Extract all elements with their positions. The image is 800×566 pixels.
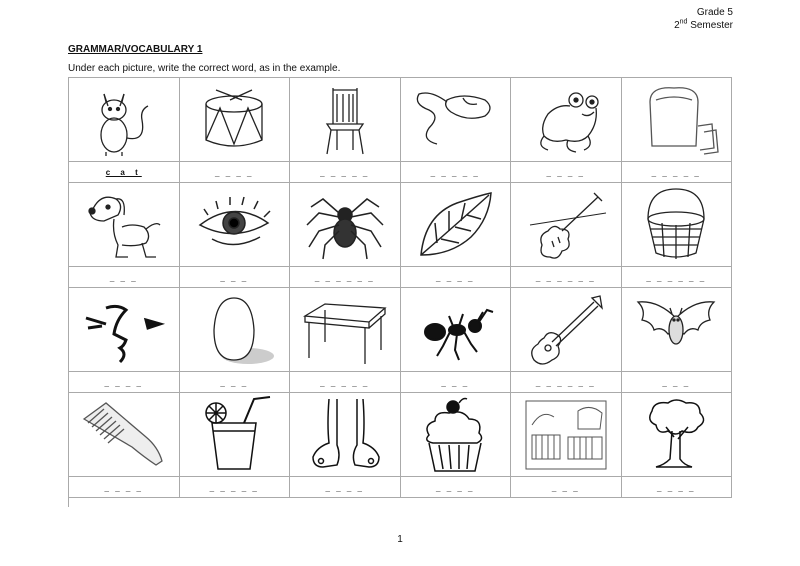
- semester-label: 2nd Semester: [674, 18, 733, 31]
- guitar-icon: [511, 288, 622, 372]
- answer-blank[interactable]: _ _ _ _: [69, 372, 180, 393]
- cake-icon: [401, 393, 512, 477]
- comb-icon: [69, 393, 180, 477]
- answer-blank[interactable]: _ _ _ _ _ _: [622, 267, 733, 288]
- answer-blank[interactable]: _ _ _ _: [401, 267, 512, 288]
- picture-grid: [68, 77, 732, 507]
- answer-blank[interactable]: _ _ _: [180, 372, 291, 393]
- chair-icon: [290, 78, 401, 162]
- answer-blank[interactable]: _ _ _ _ _ _: [290, 267, 401, 288]
- answer-blank[interactable]: _ _ _ _ _: [290, 162, 401, 183]
- mouse-icon: [401, 78, 512, 162]
- grade-label: Grade 5: [696, 7, 733, 18]
- answer-blank[interactable]: _ _ _ _: [622, 477, 733, 498]
- answer-blank[interactable]: _ _ _: [511, 477, 622, 498]
- page-number: 1: [397, 534, 403, 545]
- dog-icon: [69, 183, 180, 267]
- juice-icon: [180, 393, 291, 477]
- bat-icon: [622, 288, 733, 372]
- answer-blank[interactable]: _ _ _ _ _: [401, 162, 512, 183]
- answer-blank[interactable]: _ _ _ _ _: [622, 162, 733, 183]
- bread-icon: [622, 78, 733, 162]
- answer-blank[interactable]: _ _ _ _: [69, 477, 180, 498]
- answer-blank[interactable]: _ _ _ _: [290, 477, 401, 498]
- violin-icon: [511, 183, 622, 267]
- drum-icon: [180, 78, 291, 162]
- answer-blank[interactable]: _ _ _: [622, 372, 733, 393]
- answer-blank[interactable]: _ _ _: [69, 267, 180, 288]
- answer-blank[interactable]: _ _ _: [401, 372, 512, 393]
- zoo-icon: [511, 393, 622, 477]
- answer-blank[interactable]: c a t: [69, 162, 180, 183]
- tree-icon: [622, 393, 733, 477]
- answer-blank[interactable]: _ _ _ _: [180, 162, 291, 183]
- answer-blank[interactable]: _ _ _ _: [401, 477, 512, 498]
- basket-icon: [622, 183, 733, 267]
- eye-icon: [180, 183, 291, 267]
- answer-blank[interactable]: _ _ _ _: [511, 162, 622, 183]
- feet-icon: [290, 393, 401, 477]
- cat-icon: [69, 78, 180, 162]
- leaf-icon: [401, 183, 512, 267]
- instruction-text: Under each picture, write the correct word, as in the example.: [68, 63, 341, 74]
- answer-blank[interactable]: _ _ _ _ _ _: [511, 267, 622, 288]
- nose-icon: [69, 288, 180, 372]
- spider-icon: [290, 183, 401, 267]
- egg-icon: [180, 288, 291, 372]
- answer-blank[interactable]: _ _ _ _ _: [290, 372, 401, 393]
- answer-blank[interactable]: _ _ _ _ _ _: [511, 372, 622, 393]
- answer-blank[interactable]: _ _ _ _ _: [180, 477, 291, 498]
- page-header: [674, 6, 733, 32]
- table-icon: [290, 288, 401, 372]
- ant-icon: [401, 288, 512, 372]
- worksheet-title: GRAMMAR/VOCABULARY 1: [68, 44, 203, 55]
- answer-blank[interactable]: _ _ _: [180, 267, 291, 288]
- frog-icon: [511, 78, 622, 162]
